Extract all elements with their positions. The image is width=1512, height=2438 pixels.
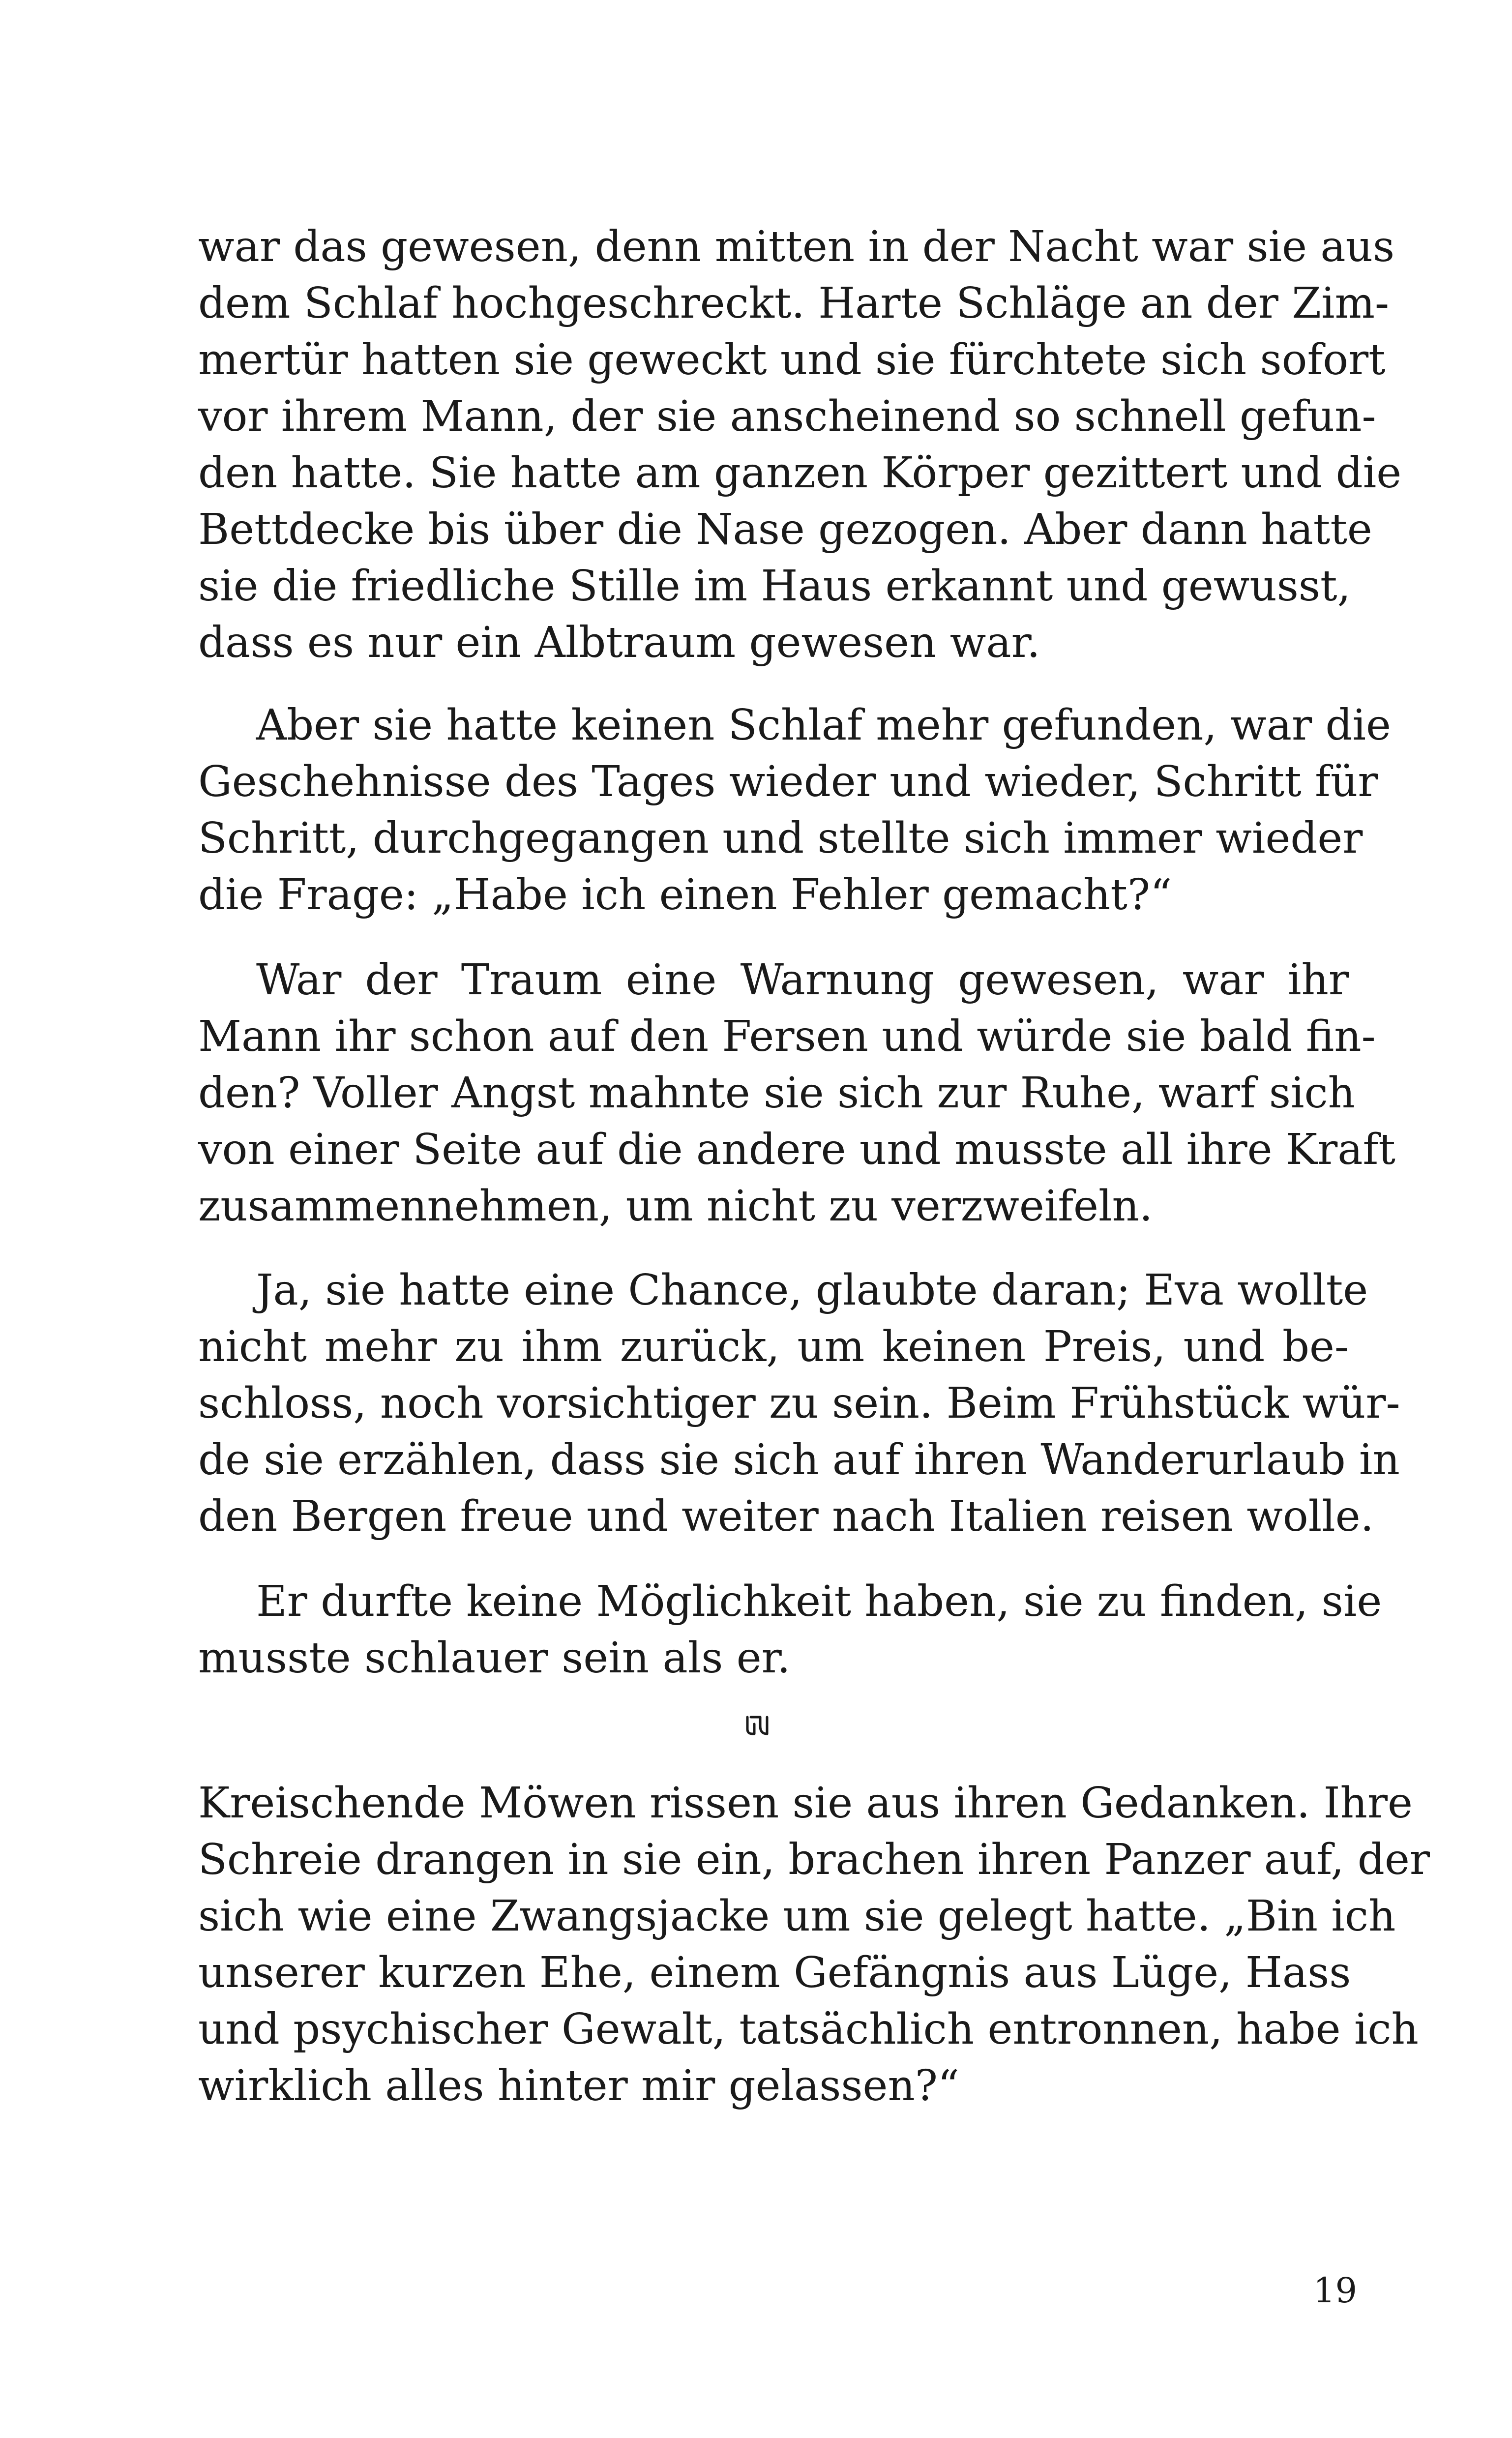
text-line: von einer Seite auf die andere und musste all ihre Kraft <box>198 1125 1395 1174</box>
text-line: Aber sie hatte keinen Schlaf mehr gefunden, war die <box>256 701 1391 750</box>
text-line: War der Traum eine Warnung gewesen, war ihr <box>256 955 1349 1005</box>
text-line: Er durfte keine Möglichkeit haben, sie zu finden, sie <box>256 1577 1382 1626</box>
text-line: die Frage: „Habe ich einen Fehler gemacht?“ <box>198 870 1172 920</box>
text-line: sich wie eine Zwangsjacke um sie gelegt hatte. „Bin ich <box>198 1892 1396 1941</box>
text-line: de sie erzählen, dass sie sich auf ihren Wanderurlaub in <box>198 1435 1400 1485</box>
paragraph-1 <box>198 219 1402 671</box>
text-line: den hatte. Sie hatte am ganzen Körper gezittert und die <box>198 448 1402 498</box>
text-line: unserer kurzen Ehe, einem Gefängnis aus Lüge, Hass <box>198 1948 1351 1997</box>
text-line: Ja, sie hatte eine Chance, glaubte daran; Eva wollte <box>256 1266 1368 1315</box>
text-line: Bettdecke bis über die Nase gezogen. Aber dann hatte <box>198 505 1372 554</box>
text-line: vor ihrem Mann, der sie anscheinend so schnell gefun- <box>198 392 1376 441</box>
text-line: Kreischende Möwen rissen sie aus ihren Gedanken. Ihre <box>198 1779 1413 1828</box>
section-ornament-icon <box>742 1710 772 1740</box>
text-line: wirklich alles hinter mir gelassen?“ <box>198 2061 959 2111</box>
text-line: war das gewesen, denn mitten in der Nacht war sie aus <box>198 222 1395 271</box>
text-line: Schritt, durchgegangen und stellte sich immer wieder <box>198 814 1363 863</box>
paragraph-3 <box>198 952 1395 1235</box>
text-line: Mann ihr schon auf den Fersen und würde sie bald fin- <box>198 1012 1376 1061</box>
text-line: den Bergen freue und weiter nach Italien reisen wolle. <box>198 1492 1374 1541</box>
text-line: schloss, noch vorsichtiger zu sein. Beim Frühstück wür- <box>198 1379 1400 1428</box>
paragraph-5 <box>198 1574 1382 1687</box>
text-line: und psychischer Gewalt, tatsächlich entronnen, habe ich <box>198 2005 1419 2054</box>
paragraph-2 <box>198 697 1391 923</box>
text-line: sie die friedliche Stille im Haus erkannt und gewusst, <box>198 562 1351 611</box>
text-line: dem Schlaf hochgeschreckt. Harte Schläge an der Zim- <box>198 279 1390 328</box>
paragraph-6 <box>198 1775 1430 2114</box>
text-line: Schreie drangen in sie ein, brachen ihren Panzer auf, der <box>198 1835 1430 1884</box>
text-line: den? Voller Angst mahnte sie sich zur Ruhe, warf sich <box>198 1069 1356 1118</box>
paragraph-4 <box>198 1262 1400 1545</box>
text-line: nicht mehr zu ihm zurück, um keinen Preis, und be- <box>198 1322 1349 1371</box>
text-line: musste schlauer sein als er. <box>198 1634 791 1683</box>
text-line: mertür hatten sie geweckt und sie fürchtete sich sofort <box>198 335 1386 385</box>
text-line: dass es nur ein Albtraum gewesen war. <box>198 618 1040 667</box>
text-line: Geschehnisse des Tages wieder und wieder, Schritt für <box>198 757 1378 806</box>
page-number: 19 <box>1313 2270 1357 2311</box>
text-line: zusammennehmen, um nicht zu verzweifeln. <box>198 1182 1153 1231</box>
